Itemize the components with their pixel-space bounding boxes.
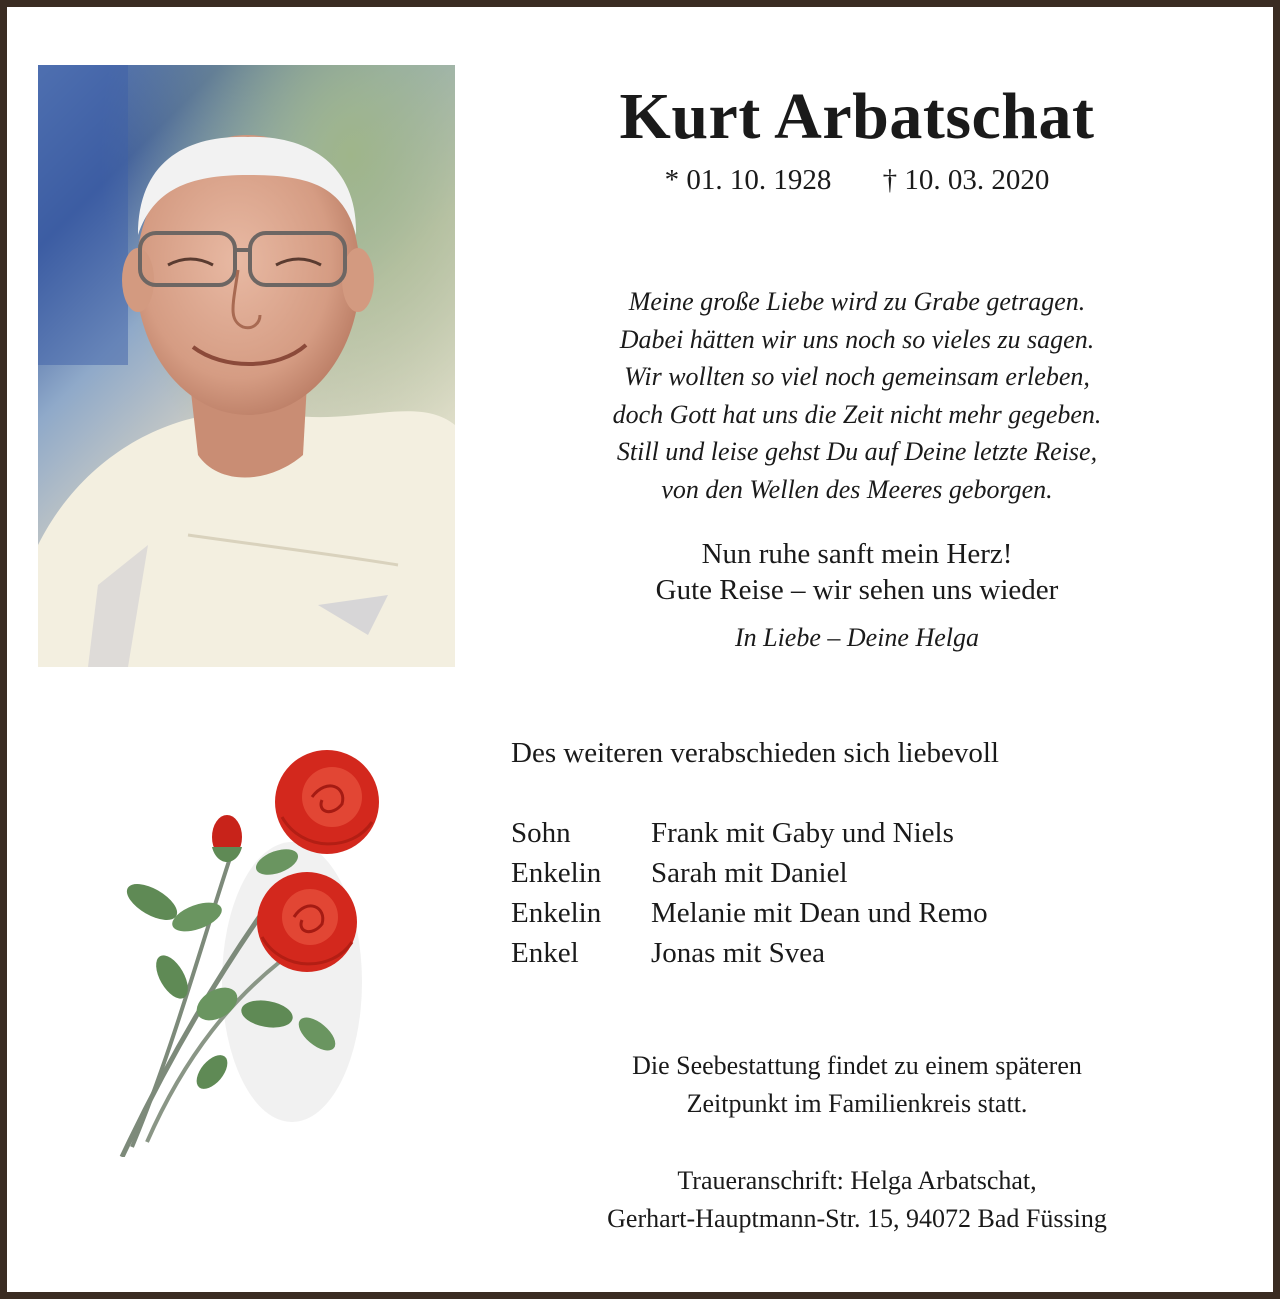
portrait-photo xyxy=(38,65,455,667)
poem-line: doch Gott hat uns die Zeit nicht mehr gegeben. xyxy=(612,399,1102,429)
relation-label: Enkel xyxy=(511,937,579,969)
mourner-names: Melanie mit Dean und Remo xyxy=(651,897,988,929)
list-item xyxy=(511,933,1231,973)
list-item xyxy=(511,853,1231,893)
life-dates xyxy=(507,162,1207,198)
relation-label: Sohn xyxy=(511,817,571,849)
rose-icon xyxy=(102,742,392,1157)
list-item xyxy=(511,893,1231,933)
farewell-line: Nun ruhe sanft mein Herz! xyxy=(701,538,1013,570)
poem-line: Meine große Liebe wird zu Grabe getragen. xyxy=(628,287,1086,316)
address-line: Gerhart-Hauptmann-Str. 15, 94072 Bad Füssing xyxy=(607,1204,1107,1233)
mourner-names: Frank mit Gaby und Niels xyxy=(651,817,954,849)
red-roses-illustration xyxy=(102,742,392,1157)
relation-label: Enkelin xyxy=(511,897,602,929)
death-date: † 10. 03. 2020 xyxy=(882,164,1050,196)
memorial-poem xyxy=(497,283,1217,509)
poem-line: Wir wollten so viel noch gemeinsam erleben, xyxy=(624,362,1090,392)
burial-line: Zeitpunkt im Familienkreis statt. xyxy=(686,1089,1028,1118)
poem-line: von den Wellen des Meeres geborgen. xyxy=(661,474,1053,504)
birth-date: * 01. 10. 1928 xyxy=(664,164,832,196)
farewell-line: Gute Reise – wir sehen uns wieder xyxy=(655,574,1059,606)
burial-line: Die Seebestattung findet zu einem späteren xyxy=(632,1051,1082,1080)
burial-notice xyxy=(497,1047,1217,1123)
mourners-intro: Des weiteren verabschieden sich liebevoll xyxy=(511,737,999,769)
deceased-name: Kurt Arbatschat xyxy=(619,80,1095,153)
mourner-names: Sarah mit Daniel xyxy=(651,857,848,889)
signature: In Liebe – Deine Helga xyxy=(734,623,980,652)
poem-line: Dabei hätten wir uns noch so vieles zu sagen. xyxy=(619,324,1095,354)
mourner-names: Jonas mit Svea xyxy=(651,937,825,969)
list-item xyxy=(511,813,1231,853)
mourning-address xyxy=(497,1162,1217,1238)
mourners-list xyxy=(511,813,1231,973)
address-line: Traueranschrift: Helga Arbatschat, xyxy=(677,1166,1037,1195)
relation-label: Enkelin xyxy=(511,857,602,889)
farewell-message xyxy=(497,536,1217,608)
portrait-illustration xyxy=(38,65,455,667)
poem-line: Still und leise gehst Du auf Deine letzte Reise, xyxy=(616,437,1098,467)
